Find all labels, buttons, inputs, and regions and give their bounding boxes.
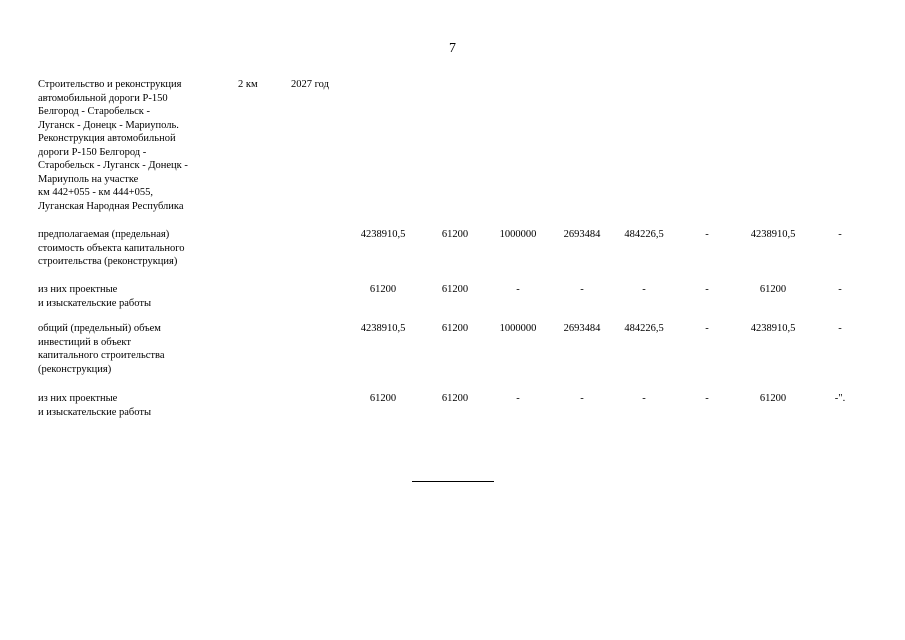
row-value: - [580,284,584,295]
row-value: 1000000 [499,229,537,240]
row-value: 2693484 [563,229,601,240]
row-value: 61200 [369,393,397,404]
row-value: - [705,393,709,404]
object-capacity: 2 км [238,79,258,90]
row-value: -". [834,393,846,404]
row-value: 4238910,5 [750,229,796,240]
row-value: 61200 [759,284,787,295]
row-value: - [516,284,520,295]
row-value: 484226,5 [624,229,664,240]
row-value: 4238910,5 [360,323,406,334]
row-value: 4238910,5 [750,323,796,334]
row-value: 61200 [759,393,787,404]
row-label: общий (предельный) объем инвестиций в объект капитального строительства (реконструкция) [38,323,165,375]
row-value: 61200 [441,284,469,295]
row-value: 4238910,5 [360,229,406,240]
row-value: 1000000 [499,323,537,334]
row-value: 2693484 [563,323,601,334]
object-title: Строительство и реконструкция автомобильной дороги Р-150 Белгород - Старобельск - Луганск - Донецк - Мариуполь. Реконструкция автомобильной дороги Р-150 Белгород - Старобельск - Луганск - Донецк - Мариуполь на участке км 442+055 - км 444+055, Луганская Народная Республика [38,79,188,212]
row-value: - [838,229,842,240]
row-value: 61200 [441,323,469,334]
row-value: - [580,393,584,404]
page-number: 7 [449,41,456,56]
row-value: 61200 [369,284,397,295]
object-year: 2027 год [291,79,329,90]
row-value: - [642,284,646,295]
row-value: - [838,323,842,334]
row-value: - [642,393,646,404]
row-value: 61200 [441,229,469,240]
row-value: - [838,284,842,295]
row-value: - [516,393,520,404]
row-value: 61200 [441,393,469,404]
row-label: из них проектные и изыскательские работы [38,393,152,418]
row-label: из них проектные и изыскательские работы [38,284,152,309]
row-value: - [705,284,709,295]
row-value: 484226,5 [624,323,664,334]
row-label: предполагаемая (предельная) стоимость объекта капитального строительства (реконструкция) [38,229,185,267]
row-value: - [705,229,709,240]
closing-rule [412,481,494,482]
row-value: - [705,323,709,334]
